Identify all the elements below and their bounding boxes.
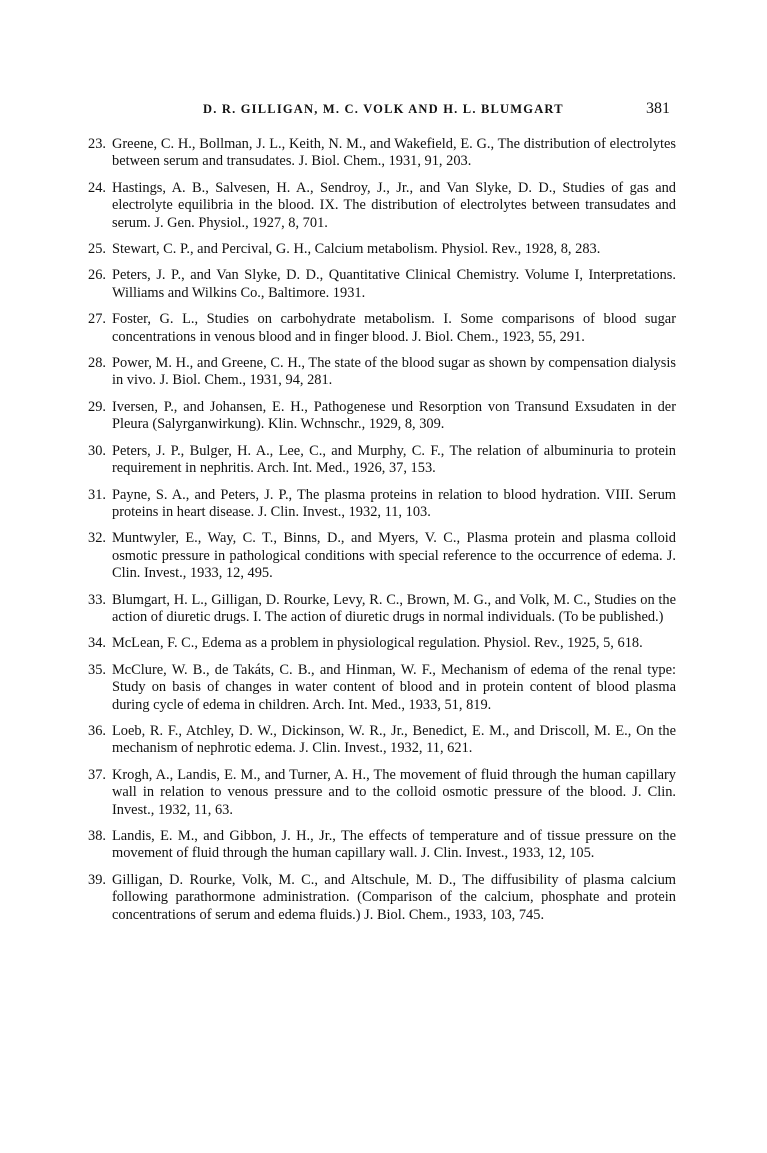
reference-text: Stewart, C. P., and Percival, G. H., Calcium metabolism. Physiol. Rev., 1928, 8, 283. [112,241,601,258]
reference-text: Power, M. H., and Greene, C. H., The state of the blood sugar as shown by compensation dialysis in vivo. J. Biol. Chem., 1931, 94, 281. [112,355,676,389]
reference-number: 27. [88,311,106,328]
reference-item [88,443,676,478]
reference-text: Hastings, A. B., Salvesen, H. A., Sendroy, J., Jr., and Van Slyke, D. D., Studies of gas and electrolyte equilibria in the blood. IX. The distribution of electrolytes between transudates and serum. J. Gen. Physiol., 1927, 8, 701. [112,179,676,231]
reference-item [88,399,676,434]
page-number: 381 [646,100,670,117]
reference-text: Payne, S. A., and Peters, J. P., The plasma proteins in relation to blood hydration. VIII. Serum proteins in heart disease. J. Clin. Invest., 1932, 11, 103. [112,486,676,520]
reference-text: Peters, J. P., and Van Slyke, D. D., Quantitative Clinical Chemistry. Volume I, Interpretations. Williams and Wilkins Co., Baltimore. 1931. [112,267,676,301]
reference-number: 38. [88,828,106,844]
reference-item [88,241,676,258]
reference-number: 37. [88,766,106,783]
reference-text: Landis, E. M., and Gibbon, J. H., Jr., The effects of temperature and of tissue pressure on the movement of fluid through the human capillary wall. J. Clin. Invest., 1933, 12, 105. [112,828,676,862]
reference-number: 26. [88,267,106,284]
reference-item [88,487,676,522]
reference-text: Blumgart, H. L., Gilligan, D. Rourke, Levy, R. C., Brown, M. G., and Volk, M. C., Studies on the action of diuretic drugs. I. The action of diuretic drugs in normal individuals. (To be published.) [112,591,676,625]
reference-item [88,592,676,627]
reference-number: 28. [88,355,106,372]
reference-item [88,767,676,819]
reference-item [88,136,676,171]
reference-item [88,267,676,302]
reference-item [88,311,676,346]
reference-item [88,723,676,758]
reference-text: Greene, C. H., Bollman, J. L., Keith, N. M., and Wakefield, E. G., The distribution of electrolytes between serum and transudates. J. Biol. Chem., 1931, 91, 203. [112,136,676,170]
reference-text: Iversen, P., and Johansen, E. H., Pathogenese und Resorption von Transund Exsudaten in der Pleura (Salyrganwirkung). Klin. Wchnschr., 1929, 8, 309. [112,398,676,433]
running-header [0,100,767,124]
reference-number: 25. [88,241,106,258]
reference-list [88,136,676,933]
reference-number: 24. [88,179,106,196]
reference-text: Krogh, A., Landis, E. M., and Turner, A. H., The movement of fluid through the human capillary wall in relation to venous pressure and to the colloid osmotic pressure of the blood. J. Clin. Invest., 1932, 11, 63. [112,766,676,818]
reference-number: 34. [88,635,106,652]
reference-text: Muntwyler, E., Way, C. T., Binns, D., and Myers, V. C., Plasma protein and plasma colloid osmotic pressure in pathological conditions with special reference to the occurrence of edema. J. Clin. Invest., 1933, 12, 495. [112,530,676,582]
reference-text: Peters, J. P., Bulger, H. A., Lee, C., and Murphy, C. F., The relation of albuminuria to protein requirement in nephritis. Arch. Int. Med., 1926, 37, 153. [112,442,676,477]
reference-item [88,635,676,652]
reference-number: 32. [88,530,106,547]
reference-item [88,828,676,863]
reference-number: 36. [88,722,106,739]
reference-item [88,662,676,714]
reference-number: 35. [88,661,106,678]
reference-number: 31. [88,486,106,503]
reference-item [88,872,676,924]
reference-text: Gilligan, D. Rourke, Volk, M. C., and Altschule, M. D., The diffusibility of plasma calcium following parathormone administration. (Comparison of the calcium, phosphate and protein concentrations of serum and edema fluids.) J. Biol. Chem., 1933, 103, 745. [112,871,676,923]
reference-number: 30. [88,442,106,459]
reference-text: Foster, G. L., Studies on carbohydrate metabolism. I. Some comparisons of blood sugar concentrations in venous blood and in finger blood. J. Biol. Chem., 1923, 55, 291. [112,311,676,345]
reference-number: 23. [88,136,106,152]
reference-item [88,355,676,390]
reference-number: 29. [88,398,106,415]
reference-number: 39. [88,871,106,888]
reference-number: 33. [88,591,106,608]
running-header-authors: D. R. GILLIGAN, M. C. VOLK AND H. L. BLUMGART [203,102,564,116]
reference-text: McLean, F. C., Edema as a problem in physiological regulation. Physiol. Rev., 1925, 5, 618. [112,635,643,652]
reference-item [88,180,676,232]
reference-item [88,530,676,582]
reference-text: Loeb, R. F., Atchley, D. W., Dickinson, W. R., Jr., Benedict, E. M., and Driscoll, M. E., On the mechanism of nephrotic edema. J. Clin. Invest., 1932, 11, 621. [112,722,676,757]
reference-text: McClure, W. B., de Takáts, C. B., and Hinman, W. F., Mechanism of edema of the renal type: Study on basis of changes in water content of blood and in protein content of blood plasma during cycle of edema in children. Arch. Int. Med., 1933, 51, 819. [112,661,676,713]
